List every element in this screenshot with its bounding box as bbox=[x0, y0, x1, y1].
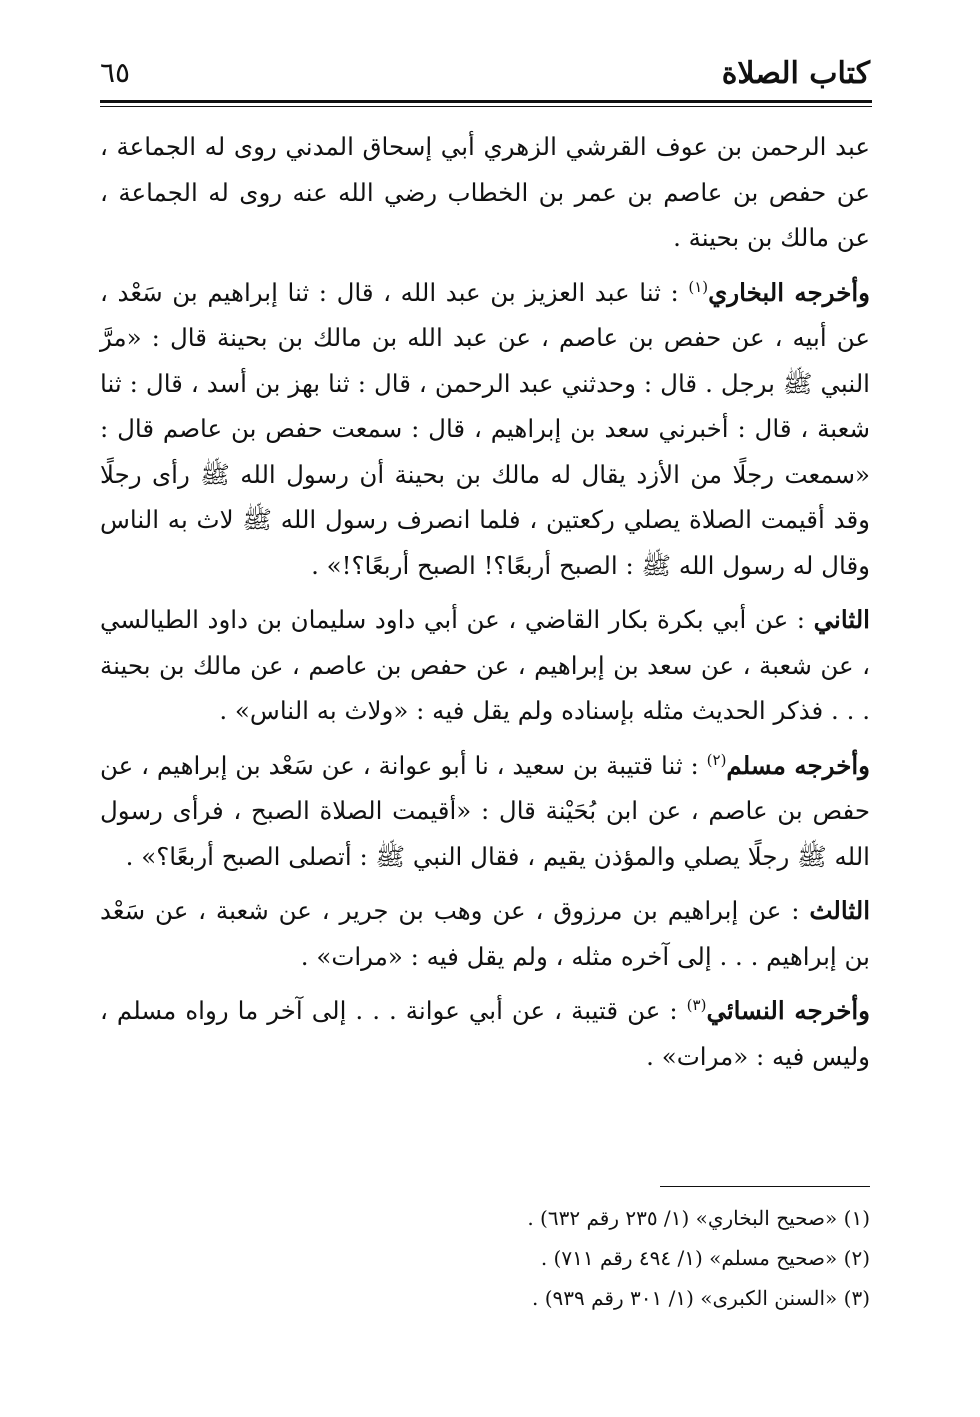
footnote-3: (٣) «السنن الكبرى» (١/ ٣٠١ رقم ٩٣٩) . bbox=[532, 1286, 870, 1310]
paragraph-third bbox=[100, 888, 870, 979]
footnote-separator bbox=[660, 1186, 870, 1187]
paragraph-second bbox=[100, 597, 870, 734]
paragraph-lead: الثاني bbox=[813, 605, 870, 634]
footnote-2: (٢) «صحيح مسلم» (١/ ٤٩٤ رقم ٧١١) . bbox=[540, 1246, 870, 1270]
page-number: ٦٥ bbox=[100, 56, 131, 89]
paragraph-text: عبد الرحمن بن عوف القرشي الزهري أبي إسحاق المدني روى له الجماعة ، عن حفص بن عاصم بن عمر بن الخطاب رضي الله عنه روى له الجماعة ، عن مالك بن بحينة . bbox=[100, 132, 870, 252]
paragraph-text: : عن أبي بكرة بكار القاضي ، عن أبي داود سليمان بن داود الطيالسي ، عن شعبة ، عن سعد بن إبراهيم ، عن حفص بن عاصم ، عن مالك بن بحينة . . . فذكر الحديث مثله بإسناده ولم يقل فيه : «ولاث به الناس» . bbox=[100, 605, 870, 725]
paragraph-lead: الثالث bbox=[809, 896, 870, 925]
footnote-ref: (٢) bbox=[706, 750, 727, 769]
chapter-title: كتاب الصلاة bbox=[721, 56, 870, 91]
paragraph-text: : ثنا عبد العزيز بن عبد الله ، قال : ثنا إبراهيم بن سَعْد ، عن أبيه ، عن حفص بن عاصم ، عن عبد الله بن مالك بن بحينة قال : «مرَّ النبي ﷺ برجل . قال : وحدثني عبد الرحمن ، قال : ثنا بهز بن أسد ، قال : ثنا شعبة ، قال : أخبرني سعد بن إبراهيم ، قال : سمعت حفص بن عاصم قال : «سمعت رجلًا من الأزد يقال له مالك بن بحينة أن رسول الله ﷺ رأى رجلًا وقد أقيمت الصلاة يصلي ركعتين ، فلما انصرف رسول الله ﷺ لاث به الناس وقال له رسول الله ﷺ : الصبح أربعًا؟! الصبح أربعًا؟!» . bbox=[100, 277, 870, 580]
paragraph-lead: وأخرجه البخاري bbox=[708, 277, 870, 307]
header-rule-thin bbox=[100, 106, 872, 107]
paragraph-lead: وأخرجه النسائي bbox=[706, 996, 870, 1025]
paragraph-bukhari bbox=[100, 270, 870, 589]
paragraph-1 bbox=[100, 124, 870, 261]
footnote-1: (١) «صحيح البخاري» (١/ ٢٣٥ رقم ٦٣٢) . bbox=[527, 1206, 870, 1230]
paragraph-text: : عن قتيبة ، عن أبي عوانة . . . إلى آخر ما رواه مسلم ، وليس فيه : «مرات» . bbox=[100, 996, 870, 1071]
paragraph-muslim bbox=[100, 743, 870, 880]
running-header bbox=[100, 52, 870, 102]
paragraph-text: : ثنا قتيبة بن سعيد ، نا أبو عوانة ، عن سَعْد بن إبراهيم ، عن حفص بن عاصم ، عن ابن بُحَيْنة قال : «أقيمت الصلاة الصبح ، فرأى رسول الله ﷺ رجلًا يصلي والمؤذن يقيم ، فقال النبي ﷺ : أتصلى الصبح أربعًا؟» . bbox=[100, 750, 870, 871]
footnote-ref: (٣) bbox=[686, 995, 707, 1014]
paragraph-text: : عن إبراهيم بن مرزوق ، عن وهب بن جرير ، عن شعبة ، عن سَعْد بن إبراهيم . . . إلى آخره مثله ، ولم يقل فيه : «مرات» . bbox=[100, 896, 870, 971]
main-text bbox=[100, 124, 870, 1088]
header-rule bbox=[100, 100, 872, 103]
footnotes bbox=[100, 1198, 870, 1318]
paragraph-nasai bbox=[100, 988, 870, 1079]
paragraph-lead: وأخرجه مسلم bbox=[726, 750, 870, 780]
footnote-ref: (١) bbox=[688, 277, 709, 296]
